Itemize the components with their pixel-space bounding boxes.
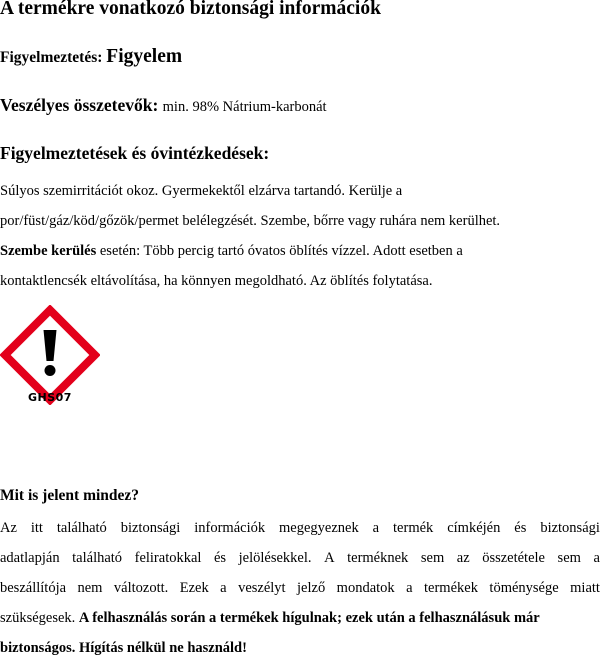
eye-contact-label: Szembe kerülés (0, 243, 97, 259)
hazardous-substances-row (0, 93, 327, 119)
eye-contact-text: esetén: Több percig tartó óvatos öblítés vízzel. Adott esetben a (96, 243, 463, 259)
precautions-line-2: por/füst/gáz/köd/gőzök/permet belélegzését. Szembe, bőrre vagy ruhára nem kerülhet. (0, 213, 501, 229)
word: a (372, 520, 380, 536)
meaning-line-2 (0, 543, 600, 573)
precautions-line-1: Súlyos szemirritációt okoz. Gyermekektől elzárva tartandó. Kerülje a (0, 183, 403, 199)
word: változott. (113, 580, 169, 596)
signal-word-row (0, 45, 182, 70)
word: címkéjén (447, 520, 501, 536)
word: a (220, 580, 227, 596)
word: információk (194, 520, 266, 536)
meaning-line-1 (0, 513, 600, 543)
word: Az (0, 520, 17, 536)
precautions-line-4: kontaktlencsék eltávolítása, ha könnyen megoldható. Az öblítés folytatása. (0, 273, 433, 289)
word: található (56, 520, 107, 536)
word: feliratokkal (134, 550, 202, 566)
meaning-line-4-bold: A felhasználás során a termékek hígulnak; ezek után a felhasználásuk már (78, 610, 540, 626)
word: jelző (297, 580, 326, 596)
word: nem (77, 580, 103, 596)
word: a (406, 580, 413, 596)
word: sem (557, 550, 581, 566)
word: itt (30, 520, 43, 536)
page-title: A termékre vonatkozó biztonsági információk (0, 0, 381, 19)
word: biztonsági (120, 520, 181, 536)
meaning-line-3 (0, 573, 600, 603)
precautions-text (0, 176, 600, 296)
word: miatt (570, 580, 600, 596)
meaning-text (0, 513, 600, 663)
meaning-line-4 (0, 603, 600, 633)
word: biztonsági (540, 520, 600, 536)
precautions-line-3 (0, 236, 600, 266)
word: található (72, 550, 123, 566)
word: adatlapján (0, 550, 60, 566)
word: beszállítója (0, 580, 67, 596)
word: A (324, 550, 335, 566)
word: termékek (424, 580, 478, 596)
meaning-line-4-plain: szükségesek. (0, 610, 79, 626)
hazardous-substances-value: min. 98% Nátrium-karbonát (162, 99, 327, 115)
hazardous-substances-label: Veszélyes összetevők: (0, 95, 163, 115)
word: terméknek (347, 550, 409, 566)
word: Ezek (179, 580, 209, 596)
word: és (214, 550, 227, 566)
word: mondatok (336, 580, 395, 596)
word: sem (420, 550, 445, 566)
word: töménysége (489, 580, 559, 596)
meaning-line-5 (0, 633, 600, 663)
word: összetétele (482, 550, 545, 566)
word: és (514, 520, 527, 536)
word: a (593, 550, 600, 566)
word: termék (393, 520, 434, 536)
word: jelölésekkel. (238, 550, 312, 566)
ghs07-label: GHS07 (28, 391, 72, 404)
signal-word-label: Figyelmeztetés: (0, 49, 107, 66)
word: veszélyt (238, 580, 286, 596)
meaning-heading: Mit is jelent mindez? (0, 487, 140, 504)
word: az (456, 550, 470, 566)
signal-word-value: Figyelem (106, 46, 183, 67)
precautions-heading: Figyelmeztetések és óvintézkedések: (0, 143, 270, 163)
word: megegyeznek (279, 520, 359, 536)
ghs07-exclamation-icon (0, 305, 100, 405)
meaning-line-5-bold: biztonságos. Hígítás nélkül ne használd! (0, 640, 247, 656)
